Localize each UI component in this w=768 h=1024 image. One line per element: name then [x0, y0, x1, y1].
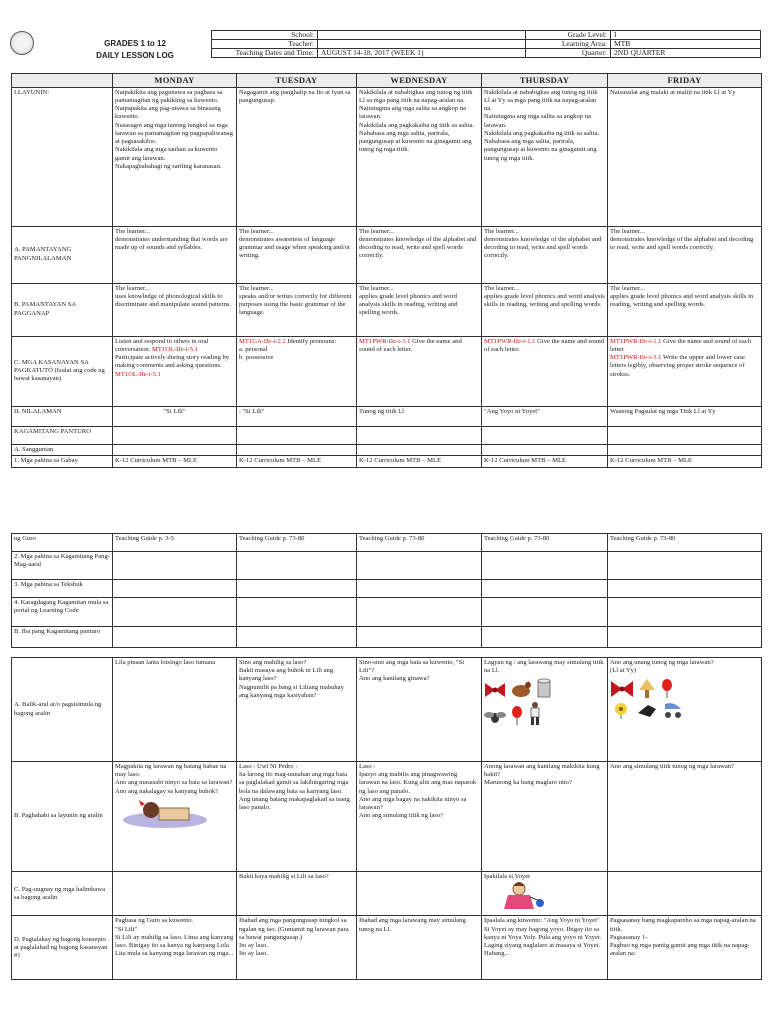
lesson-log-table-page2-procedures [11, 657, 762, 980]
lesson-log-table-page1 [11, 73, 762, 468]
deped-seal [10, 31, 34, 55]
kas-text: Give the name and sound of each letter. [610, 337, 752, 353]
cell-layunin-tue: Nagagamit ang panghalip na Ito at Iyan sa pangungusap. [237, 87, 357, 226]
chicken-icon [510, 680, 532, 698]
row-label-kagamitan: KAGAMITANG PANTURO [12, 426, 113, 444]
row-kagamitan [12, 426, 762, 444]
cell-gabay-tue: K-12 Curriculum MTB – MLE [237, 455, 357, 467]
school-label: School: [212, 31, 318, 40]
row-kasanayan [12, 336, 762, 406]
cell-tg-wed: Teaching Guide p. 73-80 [357, 534, 482, 552]
competency-code: MT1GA-IIe-i-2.2 [239, 337, 286, 345]
quarter-label: Quarter: [526, 49, 611, 58]
dates-value[interactable]: AUGUST 14-18, 2017 (WEEK 1) [318, 49, 526, 58]
day-header-thursday: THURSDAY [482, 74, 608, 88]
row-pamantayan-sa-pagganap [12, 283, 762, 336]
fly-icon [484, 709, 506, 725]
row-label-ngguro: ng Guro [12, 534, 113, 552]
cell-psp-fri: The learner... applies grade level phonics and word analysis skills in reading, writing and spelling words. [608, 283, 762, 336]
corner-cell [12, 74, 113, 88]
cell-ba-tue: Sino ang mahilig sa laso? Bakit masaya ang buhok ni Lili ang kanyang laso? Nagpumilit pa bang si Liliang mabuhay ang kanyang mga kasiyahan? [237, 658, 357, 762]
girl-reading-illustration [115, 798, 215, 828]
cell-pt-wed: Ibahad ang mga larawang may simulang tunog na Ll. [357, 916, 482, 980]
area-value[interactable]: MTB [611, 40, 761, 49]
row-label-sanggunian: A. Sanggunian [12, 444, 113, 455]
ph-mon-text: Magpakita ng larawan ng batang babae na may laso. Ano ang masasabi ninyo sa bata sa larawan? Ano ang nakalagay sa kanyang buhok? [115, 763, 233, 795]
cell-pp-tue: The learner... demonstrates awareness of language grammar and usage when speaking and/or writing. [237, 226, 357, 283]
row-balik-aral [12, 658, 762, 762]
stroller-icon [662, 701, 684, 719]
cell-pp-mon: The learner... demonstrates understanding that words are made up of sounds and syllables. [113, 226, 237, 283]
kas-text: Give the name and sound of each letter. [359, 337, 462, 353]
cell-kas-thu [482, 336, 608, 406]
flower-icon [610, 701, 632, 719]
grade-value[interactable]: I [611, 31, 761, 40]
row-nilalaman [12, 406, 762, 426]
cell-ba-wed: Sino-sino ang mga bata sa kuwento, "Si Lili"? Ano ang kanilang ginawa? [357, 658, 482, 762]
area-label: Learning Area: [526, 40, 611, 49]
cell-layunin-fri: Naisusulat ang malaki at maliit na titik Ll at Yy [608, 87, 762, 226]
ba-fri-text: Ano ang unang tunog ng mga larawan? (Ll at Yy) [610, 659, 714, 675]
competency-code: MT1PWR-IIe-i-1.1 [610, 337, 662, 345]
lamp-icon [638, 678, 656, 698]
cell-ph-wed: Laso : Ipasyo ang mabilis ang pinagwawing larawan na laso. Kung alin ang mas napasok ng laso ang panalo. Ano ang mga bagay na nakikita ninyo sa larawan? Ano ang simulang titik ng laso? [357, 762, 482, 872]
cell-tg-mon: Teaching Guide p. 3-5 [113, 534, 237, 552]
day-header-friday: FRIDAY [608, 74, 762, 88]
cell-pp-thu: The learner... demonstrates knowledge of the alphabet and decoding to read, write and spell words correctly. [482, 226, 608, 283]
cell-ph-tue: Laso : Uwi Ni Pedro : Sa larong ito mag-uunahan ang mga bata sa paglalakad gamit sa lakihingaring mga bola na dalawang bata sa kanyang laso. Ang unang batang makapaglakad sa isang laso panalo. [237, 762, 357, 872]
header-info-table [211, 30, 761, 58]
cell-psp-wed: The learner... applies grade level phonics and word analysis skills in reading, writing and spelling words. [357, 283, 482, 336]
row-label-gabay: 1. Mga pahina sa Gabay [12, 455, 113, 467]
cell-pu-tue: Bakit kaya mahilig si Lili sa laso? [237, 872, 357, 916]
cell-kas-fri [608, 336, 762, 406]
competency-code: MT1OL-IIe-i-5.1 [115, 370, 161, 378]
cell-pu-mon [113, 872, 237, 916]
row-paghahabi [12, 762, 762, 872]
crow-icon [636, 701, 658, 719]
quarter-value[interactable]: 2ND QUARTER [611, 49, 761, 58]
cell-pt-tue: Ibahad ang mga pangungusap tungkol sa ngalan ng tao. (Gumamit ng larawan para sa bawat pangungusap.) Ito ay laso. Ito ay laso. [237, 916, 357, 980]
cell-gabay-thu: K-12 Curriculum MTB – MLE [482, 455, 608, 467]
cell-nil-tue: : "Si Lili" [237, 406, 357, 426]
competency-code: MT1PWR-IIe-i-1.1 [484, 337, 536, 345]
ribbon-icon [484, 682, 506, 698]
cell-pt-mon: Pagbasa ng Guro sa kuwento. "Si Lili" Si Lili ay mahilig sa laso. Lima ang kanyang laso. Binigay ito sa kanya ng kanyang Lola Lita mula sa kanyang mga larawan ng mga... [113, 916, 237, 980]
day-header-tuesday: TUESDAY [237, 74, 357, 88]
document-title [60, 38, 210, 62]
competency-code: MT1PWR-IIe-i-1.1 [359, 337, 411, 345]
cell-ba-thu [482, 658, 608, 762]
row-pagtalakay [12, 916, 762, 980]
cell-nil-wed: Tunog ng titik Ll [357, 406, 482, 426]
grade-label: Grade Level: [526, 31, 611, 40]
row-ngguro [12, 534, 762, 552]
girl-with-yoyo-illustration [484, 881, 554, 911]
ba-thu-text: Lagyan ng / ang larawang may simulang titik na Ll. [484, 659, 604, 675]
cell-pu-thu [482, 872, 608, 916]
cell-gabay-wed: K-12 Curriculum MTB – MLE [357, 455, 482, 467]
row-label-nilalaman: II. NILALAMAN [12, 406, 113, 426]
row-sanggunian [12, 444, 762, 455]
cell-tg-fri: Teaching Guide p. 73-80 [608, 534, 762, 552]
cell-pp-fri: The learner... demonstrates knowledge of the alphabet and decoding to read, write and spell words correctly. [608, 226, 762, 283]
day-header-wednesday: WEDNESDAY [357, 74, 482, 88]
cell-psp-thu: The learner... applies grade level phonics and word analysis skills in reading, writing and spelling words. [482, 283, 608, 336]
cell-nil-fri: Wastong Pagsulat ng mga Titik Ll at Yy [608, 406, 762, 426]
lesson-log-table-page2-refs [11, 533, 762, 648]
cell-kas-tue [237, 336, 357, 406]
row-teksbuk [12, 580, 762, 598]
kas-text: Write the upper and lower case letters legibly, observing proper stroke sequence of strokes. [610, 354, 745, 378]
kas-text: Identify pronouns: a. personal b. possessive [239, 337, 337, 362]
row-gabay [12, 455, 762, 467]
cell-pu-fri [608, 872, 762, 916]
teacher-label: Teacher: [212, 40, 318, 49]
row-label-kasanayan: C. MGA KASANAYAN SA PAGKATUTO (Isulat ang code ng bawat kasanayan) [12, 336, 113, 406]
teacher-value[interactable] [318, 40, 526, 49]
row-pag-uugnay [12, 872, 762, 916]
cell-nil-mon: "Si Lili" [113, 406, 237, 426]
cell-ph-mon [113, 762, 237, 872]
can-icon [536, 678, 552, 698]
cell-nil-thu: "Ang Yoyo ni Yoyet" [482, 406, 608, 426]
row-label-paghahabi: B. Paghahabi sa layunin ng aralin [12, 762, 113, 872]
row-label-kpma: 2. Mga pahina sa Kagamitang Pang-Mag-aaral [12, 552, 113, 580]
dates-label: Teaching Dates and Time: [212, 49, 318, 58]
picture-row-llyy [610, 678, 759, 698]
kas-text: Participate actively during story reading by making comments and asking questions. [115, 354, 230, 370]
competency-code: MT1PWR-IIe-i-3.1 [610, 354, 662, 362]
day-header-monday: MONDAY [113, 74, 237, 88]
cell-ba-fri [608, 658, 762, 762]
kas-text: Listen and respond to others in oral conversation. [115, 337, 209, 353]
cell-pp-wed: The learner... demonstrates knowledge of the alphabet and decoding to read, write and spell words correctly. [357, 226, 482, 283]
cell-pu-wed [357, 872, 482, 916]
cell-layunin-mon: Naipakikita ang pagunawa sa pagbasa sa pamamagitan ng pakikinig sa kuwento. Naipapakita ang pag-unawa sa binasang kuwento. Nasasagot ang mga tanong tungkol sa mga larawan sa pamamagitan ng pagpapaliwanag at pagsasakilos. Nakikilala ang mga tauhan sa kuwento gamit ang larawan. Nakapagbabahagi ng sariling karanasan. [113, 87, 237, 226]
balloon-icon [510, 705, 524, 725]
row-iba-pa [12, 627, 762, 648]
row-label-pamantayan-sa-pagganap: B. PAMANTAYAN SA PAGGANAP [12, 283, 113, 336]
row-label-layunin: I.LAYUNIN: [12, 87, 113, 226]
row-layunin [12, 87, 762, 226]
picture-row-llyy-2 [610, 701, 759, 719]
row-lr-portal [12, 598, 762, 627]
cell-tg-thu: Teaching Guide p. 73-80 [482, 534, 608, 552]
cell-pt-fri: Pagsasanay bang magkapareho sa mga napag-aralan na titik. Pagsasanay 1- Pagbuo ng mga pantig gamit ang mga titik na napag-aralan na: [608, 916, 762, 980]
row-label-balik-aral: A. Balik-aral at/o pagsisimula ng bagong aralin [12, 658, 113, 762]
cell-pt-thu: Ipaalala ang kuwento: "Ang Yoyo ni Yoyet" Si Yoyet ay may bagong yoyo. Ibigay ito sa kanya ni Yoya Yoly. Pula ang yoyo ni Yoyet. Laging siyang naglalaro at masaya si Yoyet. Habang... [482, 916, 608, 980]
cell-layunin-wed: Nakikilala at nababigkas ang tunog ng titik Ll sa mga pang titik na napag-aralan na. Naitutugma ang mga salita sa angkop na larawan. Nakikilala ang pagkakaiba ng titik sa salita. Nababasa ang mga salita, parirala, pangungusap at kuwento na ginagamit ang tunog ng mga titik. [357, 87, 482, 226]
kas-text: Give the name and sound of each letter. [484, 337, 605, 353]
title-line2: DAILY LESSON LOG [96, 51, 174, 60]
row-label-pamantayang-pangnilalaman: A. PAMANTAYANG PANGNILALAMAN [12, 226, 113, 283]
cell-psp-tue: The learner... speaks and/or writes correctly for different purposes using the basic grammar of the language. [237, 283, 357, 336]
row-label-teksbuk: 3. Mga pahina sa Teksbuk [12, 580, 113, 598]
picture-row-ll [484, 678, 605, 698]
cell-gabay-mon: K-12 Curriculum MTB – MLE [113, 455, 237, 467]
cell-gabay-fri: K-12 Curriculum MTB – MLE [608, 455, 762, 467]
row-label-lr: 4. Karagdagang Kagamitan mula sa portal ng Learning Code [12, 598, 113, 627]
cell-kas-mon [113, 336, 237, 406]
ribbon-icon [610, 680, 634, 698]
cell-psp-mon: The learner... uses knowledge of phonological skills to discriminate and manipulate sound patterns. [113, 283, 237, 336]
cell-layunin-thu: Nakikilala at nababigkas ang tunog ng titik Ll at Yy sa mga pang titik na napag-aralan na. Naitutugma ang mga salita sa angkop na larawan. Nakikilala ang pagkakaiba ng titik sa salita. Nababasa ang mga salita, parirala, pangungusap at kuwento na ginagamit ang tunog ng mga titik. [482, 87, 608, 226]
row-kagamitang-pang-mag-aaral [12, 552, 762, 580]
school-value[interactable] [318, 31, 526, 40]
row-pamantayang-pangnilalaman [12, 226, 762, 283]
row-label-pag-uugnay: C. Pag-uugnay ng mga halimbawa sa bagong aralin [12, 872, 113, 916]
man-icon [528, 701, 542, 725]
cell-ph-thu: Anong larawan ang kanilang makikita kung bakit? Marunong ka bang maglaro nito? [482, 762, 608, 872]
cell-tg-tue: Teaching Guide p. 73-80 [237, 534, 357, 552]
row-label-iba-pa: B. Iba pang Kagamitang panturo [12, 627, 113, 648]
cell-ph-fri: Ano ang simulang titik tunog ng mga larawan? [608, 762, 762, 872]
balloon-icon [660, 678, 674, 698]
cell-ba-mon: Lila pinsan lanta lotsingo laso tumana [113, 658, 237, 762]
title-line1: GRADES 1 to 12 [104, 39, 166, 48]
pu-thu-text: Ipakilala si Yoyet [484, 873, 530, 880]
cell-kas-wed [357, 336, 482, 406]
competency-code: MT1OL-IIe-i-5.1 [152, 345, 198, 353]
picture-row-ll-2 [484, 701, 605, 725]
row-label-pagtalakay: D. Pagtalakay ng bagong konsepto at paglalahad ng bagong kasanayan #1 [12, 916, 113, 980]
